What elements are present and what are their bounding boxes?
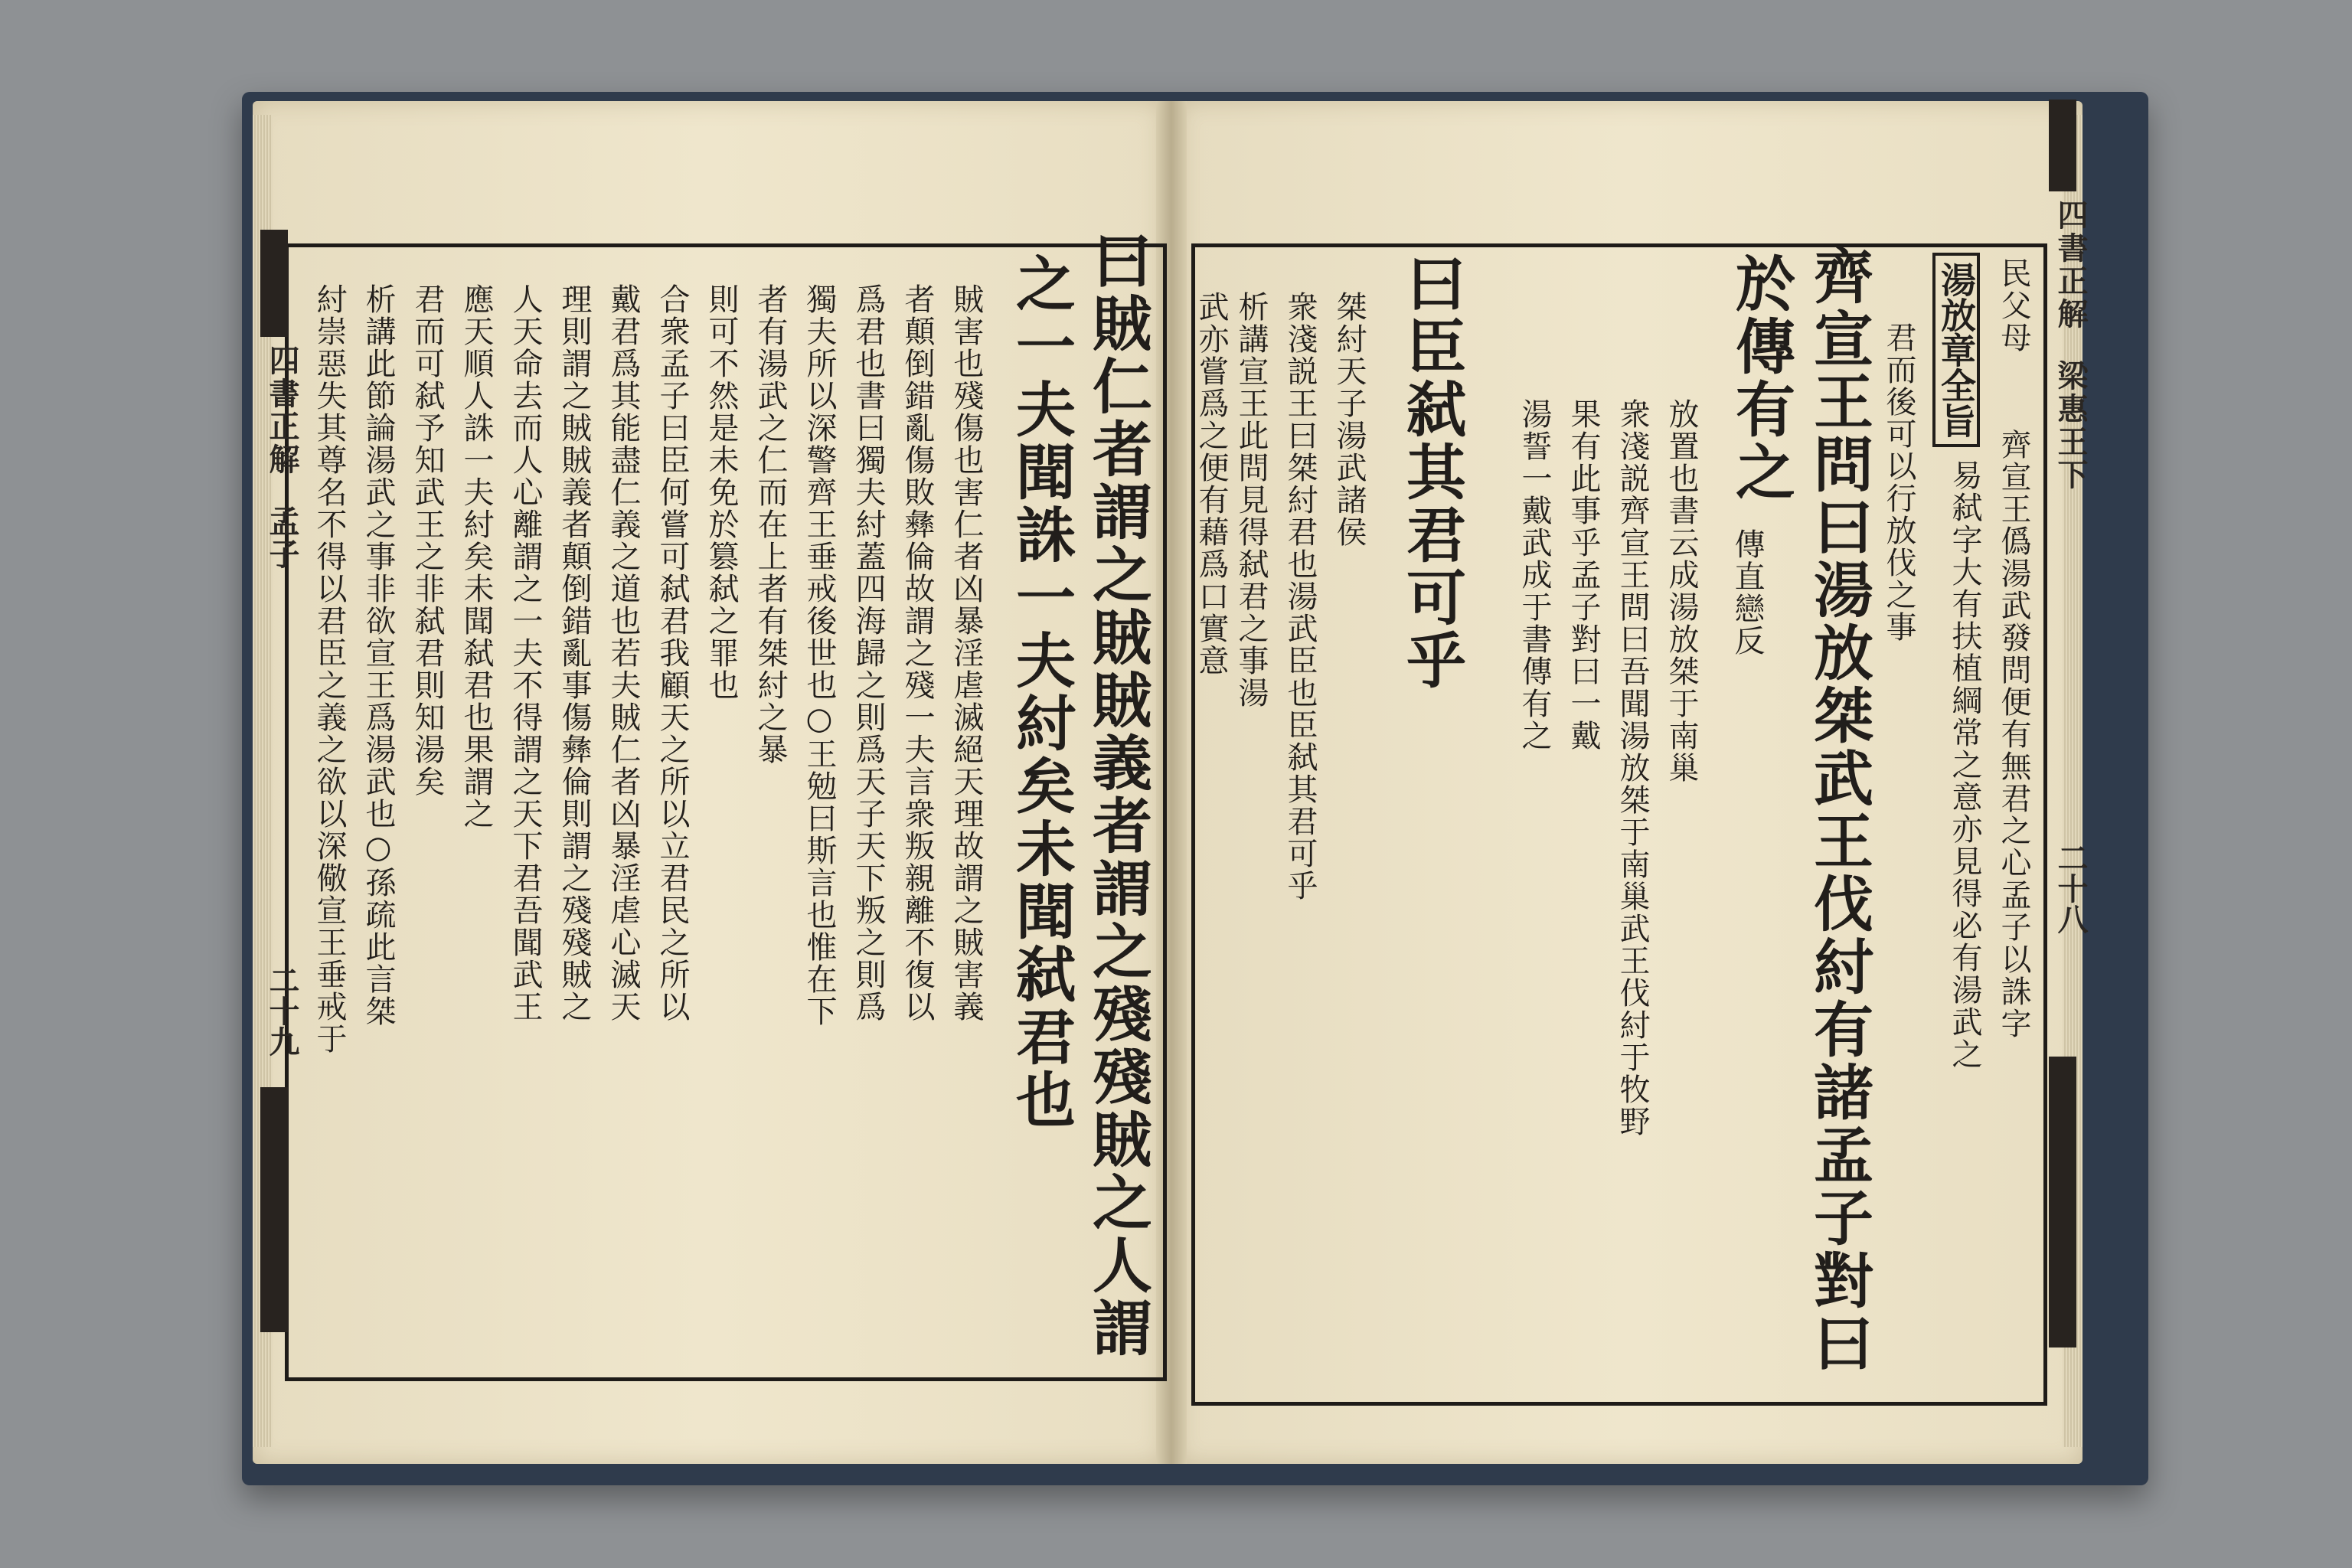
right-commentary-column: 放置也書云成湯放桀于南巢 — [1664, 398, 1699, 784]
right-spine-ink-block-lower — [2049, 1057, 2076, 1348]
right-commentary-column: 湯誓一戴武成于書傳有之 — [1517, 398, 1552, 752]
left-spine-ink-block — [260, 230, 288, 337]
right-commentary-column: 衆淺説王曰桀紂君也湯武臣也臣弑其君可乎 — [1282, 291, 1318, 902]
right-main-column-3: 曰臣弑其君可乎 — [1396, 253, 1466, 692]
right-commentary-column: 易弑字大有扶植綱常之意亦見得必有湯武之 — [1947, 459, 1982, 1070]
right-commentary-column: 析講宣王此問見得弑君之事湯 — [1233, 291, 1269, 709]
right-spine-title: 四書正解 — [2053, 199, 2089, 331]
right-main-column-1: 齊宣王問曰湯放桀武王伐紂有諸孟子對曰 — [1804, 245, 1873, 1375]
left-folio: 二十九 — [264, 965, 300, 1057]
left-commentary-column: 析講此節論湯武之事非欲宣王爲湯武也○孫疏此言桀 — [361, 283, 396, 1027]
left-commentary-column: 理則謂之賊賊義者顛倒錯亂事傷彝倫則謂之殘殘賊之 — [557, 283, 592, 1023]
right-commentary-column: 君而後可以行放伐之事 — [1881, 322, 1916, 643]
right-spine-subtitle: 梁惠王下 — [2053, 360, 2089, 492]
left-commentary-column: 紂崇惡失其尊名不得以君臣之義之欲以深儆宣王垂戒于 — [312, 283, 347, 1055]
right-column-heading-tail: 民父母 — [1996, 257, 2031, 354]
left-main-column-2: 之一夫聞誅一夫紂矣未聞弑君也 — [1006, 253, 1076, 1132]
right-commentary-column: 衆淺説齊宣王問曰吾聞湯放桀于南巢武王伐紂于牧野 — [1615, 398, 1650, 1138]
left-commentary-column: 賊害也殘傷也害仁者凶暴淫虐滅絕天理故謂之賊害義 — [949, 283, 984, 1023]
left-commentary-column: 人天命去而人心離謂之一夫不得謂之天下君吾聞武王 — [508, 283, 543, 1023]
left-commentary-column: 獨夫所以深警齊王垂戒後世也○王勉曰斯言也惟在下 — [802, 283, 837, 1027]
left-spine-ink-block-lower — [260, 1087, 288, 1332]
left-spine-title: 四書正解 — [264, 345, 300, 476]
left-commentary-column: 爲君也書曰獨夫紂蓋四海歸之則爲天子天下叛之則爲 — [851, 283, 886, 1023]
left-commentary-column: 者顛倒錯亂傷敗彝倫故謂之殘一夫言衆叛親離不復以 — [900, 283, 935, 1023]
left-commentary-column: 合衆孟子曰臣何嘗可弑君我顧天之所以立君民之所以 — [655, 283, 690, 1023]
right-main-column-2: 於傳有之 — [1726, 253, 1795, 504]
right-annotation-column: 傳直戀反 — [1730, 528, 1765, 657]
left-commentary-column: 則可不然是未免於篡弑之罪也 — [704, 283, 739, 701]
right-commentary-column: 齊宣王僞湯武發問便有無君之心孟子以誅字 — [1996, 429, 2031, 1040]
right-commentary-column: 武亦嘗爲之便有藉爲口實意 — [1194, 291, 1229, 677]
right-spine-ink-block — [2049, 100, 2076, 191]
right-folio: 二十八 — [2053, 842, 2089, 934]
left-spine-subtitle: 孟子 — [264, 505, 300, 571]
left-commentary-column: 者有湯武之仁而在上者有桀紂之暴 — [753, 283, 788, 766]
left-commentary-column: 君而可弑予知武王之非弑君則知湯矣 — [410, 283, 445, 798]
section-tag: 湯放章全旨 — [1932, 253, 1980, 447]
right-commentary-column: 桀紂天子湯武諸侯 — [1331, 291, 1367, 548]
right-commentary-column: 果有此事乎孟子對曰一戴 — [1566, 398, 1601, 752]
left-commentary-column: 應天順人誅一夫紂矣未聞弑君也果謂之 — [459, 283, 494, 830]
left-commentary-column: 戴君爲其能盡仁義之道也若夫賊仁者凶暴淫虐心滅天 — [606, 283, 641, 1023]
left-main-column-1: 曰賊仁者謂之賊賊義者謂之殘殘賊之人謂 — [1083, 230, 1152, 1360]
